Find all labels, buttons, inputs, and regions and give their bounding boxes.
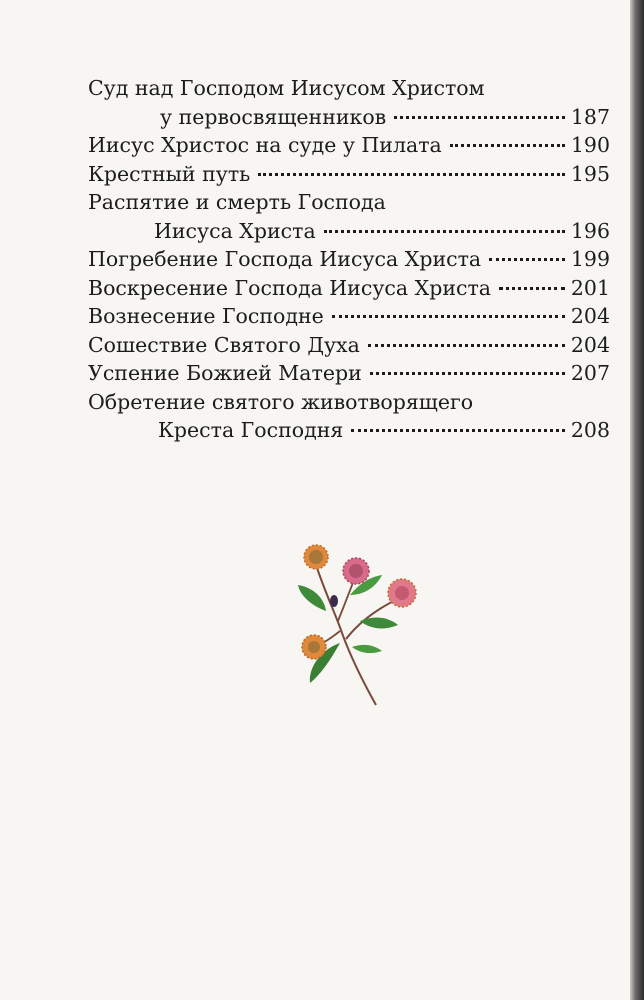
toc-entry (88, 160, 610, 189)
leader-dots (368, 344, 565, 347)
leader-dots (489, 258, 565, 261)
toc-entry (88, 188, 610, 245)
toc-entry-title: Иисус Христос на суде у Пилата (88, 133, 442, 157)
toc-page-number: 208 (570, 418, 610, 442)
toc-page-number: 201 (570, 275, 610, 300)
toc-entry-title-continued: у первосвященников (160, 104, 387, 129)
leader-dots (332, 315, 565, 318)
toc-page-number: 195 (570, 161, 610, 186)
toc-page-number: 199 (570, 247, 610, 271)
toc-entry (88, 274, 610, 303)
toc-entry (88, 331, 610, 360)
toc-entry-title: Обретение святого животворящего (88, 389, 474, 414)
toc-entry (88, 388, 610, 445)
toc-entry-title: Суд над Господом Иисусом Христом (88, 76, 485, 100)
toc-entry-title-continued: Креста Господня (158, 418, 344, 442)
toc-entry-title: Вознесение Господне (88, 304, 324, 328)
toc-page-number: 190 (570, 133, 610, 157)
toc-entry (88, 131, 610, 160)
leader-dots (370, 372, 565, 375)
toc-page-number: 207 (570, 361, 610, 385)
toc-entry (88, 245, 610, 274)
toc-entry-title-continued: Иисуса Христа (154, 218, 316, 243)
page-edge-shadow (630, 0, 644, 1000)
toc-page-number: 196 (570, 218, 610, 243)
toc-page-number: 204 (570, 332, 610, 357)
toc-entry (88, 74, 610, 131)
toc-entry-title: Воскресение Господа Иисуса Христа (88, 275, 492, 300)
toc-entry (88, 302, 610, 331)
toc-entry-title: Распятие и смерть Господа (88, 190, 386, 214)
flower-sprig-icon (290, 535, 430, 710)
toc-entry-title: Успение Божией Матери (88, 361, 362, 385)
leader-dots (499, 287, 565, 290)
leader-dots (324, 230, 565, 233)
leader-dots (258, 173, 565, 176)
toc-entry-title: Погребение Господа Иисуса Христа (88, 247, 482, 271)
toc-entry-title: Крестный путь (88, 161, 251, 186)
table-of-contents (88, 74, 610, 445)
toc-entry (88, 359, 610, 388)
leader-dots (351, 429, 565, 432)
leader-dots (394, 116, 565, 119)
leader-dots (450, 144, 565, 147)
toc-page-number: 204 (570, 304, 610, 328)
toc-page-number: 187 (570, 104, 610, 129)
toc-entry-title: Сошествие Святого Духа (88, 332, 360, 357)
